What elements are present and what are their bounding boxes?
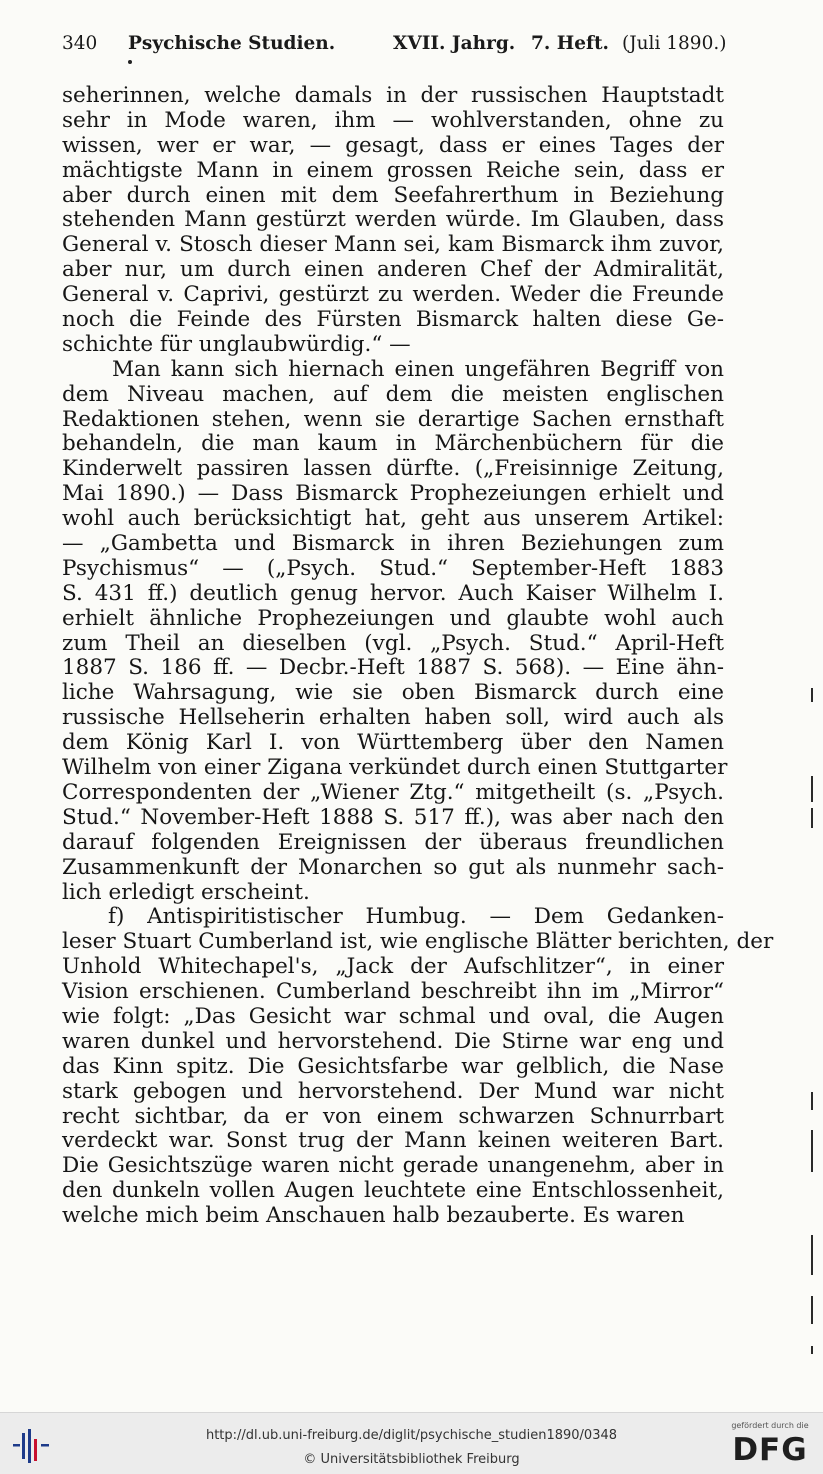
text-line: darauf folgenden Ereignissen der überaus freundlichen [62, 829, 724, 855]
viewer-footer [0, 1412, 823, 1474]
copyright-notice: © Universitätsbibliothek Freiburg [303, 1452, 520, 1467]
page-url-link[interactable]: http://dl.ub.uni-freiburg.de/diglit/psychische_studien1890/0348 [205, 1428, 618, 1443]
text-line: wie folgt: „Das Gesicht war schmal und oval, die Augen [62, 1003, 724, 1029]
issue-label: 7. Heft. [531, 33, 609, 54]
margin-tick [811, 1346, 813, 1354]
text-line: noch die Feinde des Fürsten Bismarck halten diese Ge- [62, 307, 724, 333]
dfg-logo [727, 1421, 813, 1469]
text-line: den dunkeln vollen Augen leuchtete eine Entschlossenheit, [62, 1178, 724, 1204]
text-line: liche Wahrsagung, wie sie oben Bismarck durch eine [62, 680, 724, 706]
page-number: 340 [62, 33, 98, 54]
dfg-caption: gefördert durch die [731, 1421, 809, 1430]
print-dot [128, 60, 132, 64]
text-line: welche mich beim Anschauen halb bezauberte. Es waren [62, 1203, 685, 1229]
volume-label: XVII. Jahrg. [393, 33, 516, 54]
text-line: Redaktionen stehen, wenn sie derartige Sachen ernsthaft [62, 406, 724, 432]
text-line: Unhold Whitechapel's, „Jack der Aufschlitzer“, in einer [62, 954, 724, 980]
text-line: schichte für unglaubwürdig.“ — [62, 331, 411, 357]
margin-tick [811, 808, 813, 828]
text-line: wissen, wer er war, — gesagt, dass er eines Tages der [62, 132, 724, 158]
margin-tick [811, 688, 813, 702]
text-line: seherinnen, welche damals in der russischen Hauptstadt [62, 83, 724, 108]
text-line: mächtigste Mann in einem grossen Reiche sein, dass er [62, 157, 724, 183]
text-line: Wilhelm von einer Zigana verkündet durch einen Stuttgarter [62, 755, 728, 781]
margin-tick [811, 1092, 813, 1110]
text-line: General v. Stosch dieser Mann sei, kam Bismarck ihm zuvor, [62, 232, 724, 258]
dfg-logo-text: DFG [732, 1432, 808, 1468]
text-line: aber durch einen mit dem Seefahrerthum in Beziehung [62, 182, 724, 208]
text-line: S. 431 ff.) deutlich genug hervor. Auch Kaiser Wilhelm I. [62, 580, 724, 606]
text-line: zum Theil an dieselben (vgl. „Psych. Stud.“ April-Heft [62, 630, 724, 656]
text-line: General v. Caprivi, gestürzt zu werden. Weder die Freunde [62, 282, 724, 308]
text-line: Vision erschienen. Cumberland beschreibt ihn im „Mirror“ [62, 979, 724, 1005]
issue-date: (Juli 1890.) [622, 33, 727, 54]
text-line: stehenden Mann gestürzt werden würde. Im Glauben, dass [62, 207, 724, 233]
text-line: Mai 1890.) — Dass Bismarck Prophezeiungen erhielt und [62, 481, 724, 507]
text-line: dem Niveau machen, auf dem die meisten englischen [62, 381, 724, 407]
text-line: lich erledigt erscheint. [62, 879, 310, 905]
journal-title: Psychische Studien. [128, 33, 336, 54]
body-text [62, 83, 774, 1229]
text-line: leser Stuart Cumberland ist, wie englische Blätter berichten, der [62, 929, 774, 955]
margin-tick [811, 1130, 813, 1172]
text-line: f) Antispiritistischer Humbug. — Dem Gedanken- [108, 904, 724, 930]
text-line: dem König Karl I. von Württemberg über den Namen [62, 730, 724, 756]
margin-tick [811, 1296, 813, 1324]
text-line: recht sichtbar, da er von einem schwarzen Schnurrbart [62, 1103, 724, 1129]
text-line: russische Hellseherin erhalten haben soll, wird auch als [62, 705, 724, 731]
text-line: Stud.“ November-Heft 1888 S. 517 ff.), was aber nach den [62, 804, 724, 830]
text-line: Kinderwelt passiren lassen dürfte. („Freisinnige Zeitung, [62, 456, 724, 482]
margin-tick [811, 776, 813, 802]
text-line: wohl auch berücksichtigt hat, geht aus unserem Artikel: [62, 506, 724, 532]
text-line: Psychismus“ — („Psych. Stud.“ September-Heft 1883 [62, 555, 724, 581]
margin-tick [811, 1235, 813, 1275]
text-line: aber nur, um durch einen anderen Chef der Admiralität, [62, 257, 724, 283]
text-line: verdeckt war. Sonst trug der Mann keinen weiteren Bart. [62, 1128, 724, 1154]
text-line: behandeln, die man kaum in Märchenbüchern für die [62, 431, 724, 457]
text-line: — „Gambetta und Bismarck in ihren Beziehungen zum [62, 531, 724, 557]
text-line: Die Gesichtszüge waren nicht gerade unangenehm, aber in [62, 1153, 724, 1179]
running-head [62, 33, 762, 61]
text-line: erhielt ähnliche Prophezeiungen und glaubte wohl auch [62, 605, 724, 631]
text-line: waren dunkel und hervorstehend. Die Stirne war eng und [62, 1028, 724, 1054]
text-line: Zusammenkunft der Monarchen so gut als nunmehr sach- [62, 854, 724, 880]
text-line: sehr in Mode waren, ihm — wohlverstanden, ohne zu [62, 107, 724, 133]
text-line: stark gebogen und hervorstehend. Der Mund war nicht [62, 1078, 724, 1104]
text-line: 1887 S. 186 ff. — Decbr.-Heft 1887 S. 568). — Eine ähn- [62, 655, 724, 681]
text-line: Man kann sich hiernach einen ungefähren Begriff von [112, 356, 724, 382]
text-line: das Kinn spitz. Die Gesichtsfarbe war gelblich, die Nase [62, 1053, 724, 1079]
text-line: Correspondenten der „Wiener Ztg.“ mitgetheilt (s. „Psych. [62, 779, 724, 805]
